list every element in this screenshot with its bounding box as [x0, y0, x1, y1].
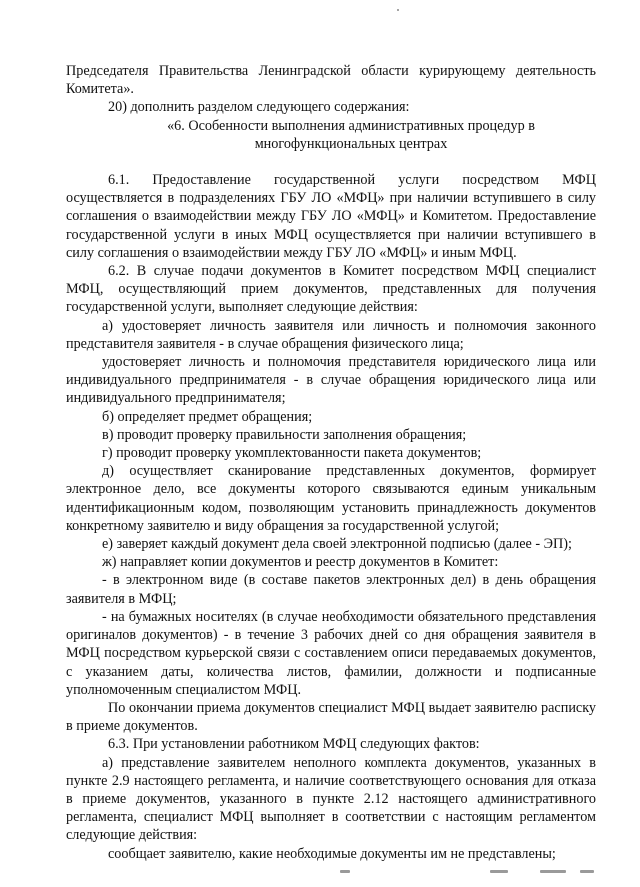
- scan-bottom-marks: [340, 866, 610, 878]
- section-heading: «6. Особенности выполнения административных процедур в многофункциональных центрах: [167, 117, 535, 152]
- paragraph-6-2: 6.2. В случае подачи документов в Комитет посредством МФЦ специалист МФЦ, осуществляющий прием документов, представленных для получения государственной услуги, выполняет следующие действия:: [66, 263, 596, 316]
- paragraph-6-2-d: д) осуществляет сканирование представленных документов, формирует электронное дело, все документы которого связываются единым уникальным идентификационным кодом, позволяющим установить принадлежность документов конкретному заявителю и виду обращения за государственной услугой;: [66, 463, 596, 534]
- paragraph-paper: - на бумажных носителях (в случае необходимости обязательного представления оригиналов документов) - в течение 3 рабочих дней со дня обращения заявителя в МФЦ посредством курьерской связи с составлением описи передаваемых документов, с указанием даты, количества листов, фамилии, должности и подписанные уполномоченным специалистом МФЦ.: [66, 608, 596, 698]
- paragraph-6-3-a: а) представление заявителем неполного комплекта документов, указанных в пункте 2.9 настоящего регламента, и наличие соответствующего основания для отказа в приеме документов, указанного в пункте 2.12 настоящего административного регламента, специалист МФЦ выполняет в соответствии с настоящим регламентом следующие действия:: [66, 754, 596, 844]
- paragraph-6-2-b: б) определяет предмет обращения;: [102, 408, 313, 425]
- paragraph-6-1: 6.1. Предоставление государственной услуги посредством МФЦ осуществляется в подразделениях ГБУ ЛО «МФЦ» при наличии вступившего в силу соглашения о взаимодействии между ГБУ ЛО «МФЦ» и Комитетом. Предоставление государственной услуги в иных МФЦ осуществляется при наличии вступившего в силу соглашения о взаимодействии между ГБУ ЛО «МФЦ» и иным МФЦ.: [66, 172, 596, 261]
- paragraph-inform: сообщает заявителю, какие необходимые документы им не представлены;: [108, 845, 556, 862]
- scan-speck: [397, 9, 399, 11]
- paragraph-electronic: - в электронном виде (в составе пакетов электронных дел) в день обращения заявителя в МФЦ;: [66, 572, 596, 607]
- scan-mark: [490, 870, 508, 873]
- scan-mark: [580, 870, 594, 873]
- paragraph-6-2-e: е) заверяет каждый документ дела своей электронной подписью (далее - ЭП);: [102, 536, 572, 553]
- paragraph-receipt: По окончании приема документов специалист МФЦ выдает заявителю расписку в приеме документов.: [66, 699, 596, 735]
- paragraph-6-2-g: г) проводит проверку укомплектованности пакета документов;: [102, 445, 482, 462]
- spacer: [66, 153, 596, 171]
- paragraph-6-2-v: в) проводит проверку правильности заполнения обращения;: [102, 426, 467, 443]
- document-page: [66, 62, 596, 863]
- scan-mark: [540, 870, 566, 873]
- paragraph-item-20: 20) дополнить разделом следующего содержания:: [108, 99, 410, 116]
- paragraph-6-2-zh: ж) направляет копии документов и реестр документов в Комитет:: [102, 554, 499, 571]
- paragraph-6-2-a-cont: удостоверяет личность и полномочия представителя юридического лица или индивидуального предпринимателя - в случае обращения юридического лица или индивидуального предпринимателя;: [66, 354, 596, 407]
- paragraph-6-2-a: а) удостоверяет личность заявителя или личность и полномочия законного представителя заявителя - в случае обращения физического лица;: [66, 317, 596, 352]
- paragraph-intro: Председателя Правительства Ленинградской области курирующему деятельность Комитета».: [66, 63, 596, 98]
- paragraph-6-3: 6.3. При установлении работником МФЦ следующих фактов:: [108, 736, 480, 753]
- scan-mark: [340, 870, 350, 873]
